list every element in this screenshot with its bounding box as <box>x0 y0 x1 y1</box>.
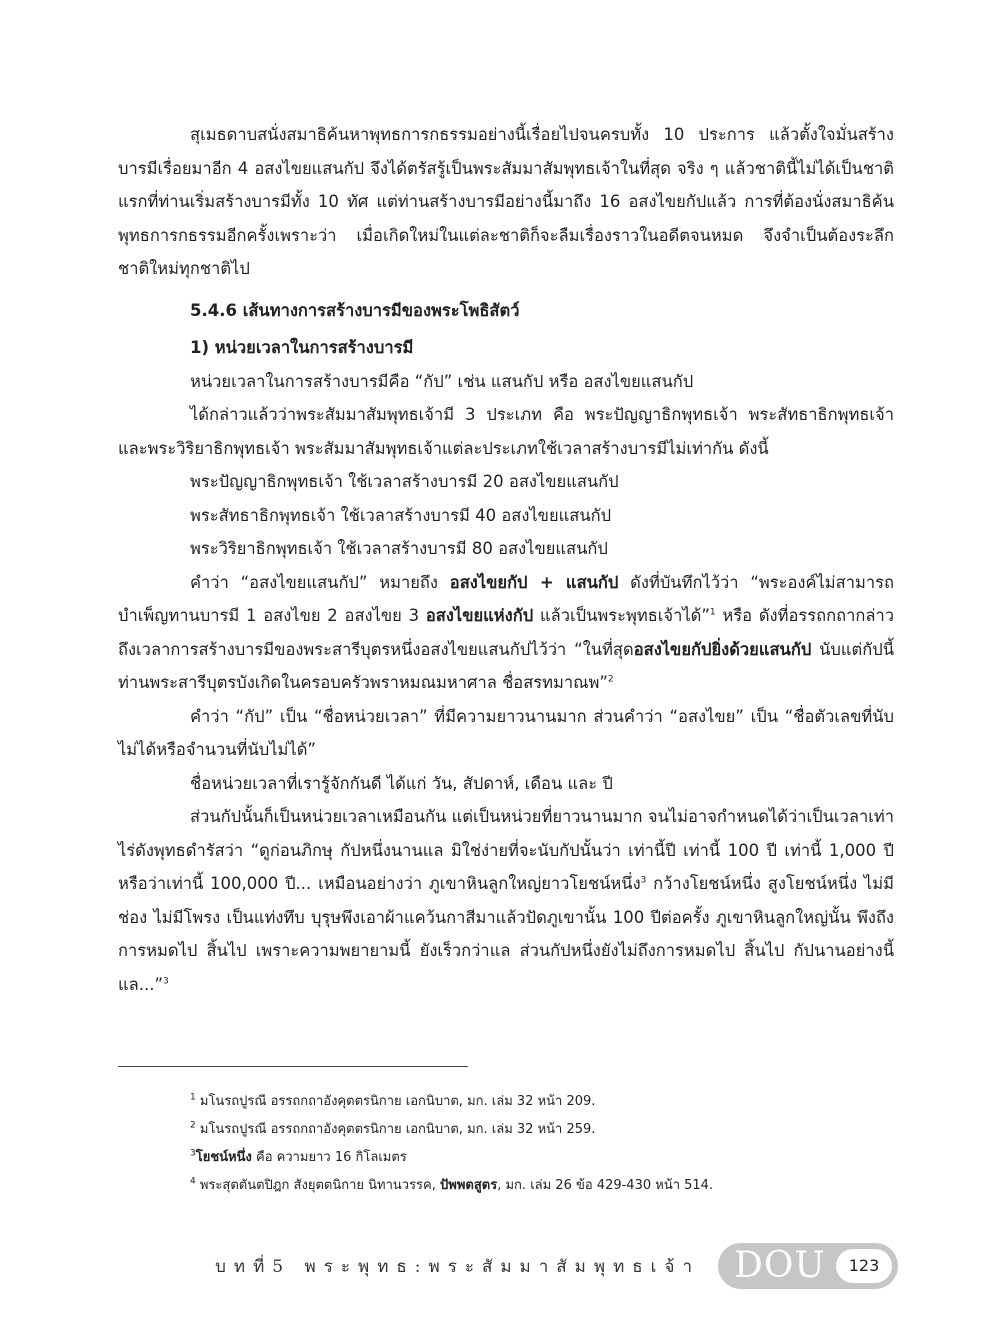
footnote-ref: 3 <box>640 875 647 886</box>
chapter-title: บทที่5 พระพุทธ:พระสัมมาสัมพุทธเจ้า <box>215 1257 700 1277</box>
list-item: พระวิริยาธิกพุทธเจ้า ใช้เวลาสร้างบารมี 80 อสงไขยแสนกัป <box>190 539 608 558</box>
footnote <box>190 1144 890 1172</box>
footnote-text: พระสุตตันตปิฎก สังยุตตนิกาย นิทานวรรค, <box>199 1178 441 1193</box>
footnote-ref: 2 <box>607 674 614 685</box>
paragraph <box>118 800 894 1001</box>
page-footer <box>0 1243 1000 1293</box>
paragraph: หน่วยเวลาในการสร้างบารมีคือ “กัป” เช่น แสนกัป หรือ อสงไขยแสนกัป <box>190 371 694 391</box>
page-body <box>118 118 894 1001</box>
paragraph: ได้กล่าวแล้วว่าพระสัมมาสัมพุทธเจ้ามี 3 ประเภท คือ พระปัญญาธิกพุทธเจ้า พระสัทธาธิกพุทธเจ้า และพระวิริยาธิกพุทธเจ้า พระสัมมาสัมพุทธเจ้าแต่ละประเภทใช้เวลาสร้างบารมีไม่เท่ากัน ดังนี้ <box>118 405 894 458</box>
footnote-text: คือ ความยาว 16 กิโลเมตร <box>251 1150 407 1165</box>
footnotes <box>190 1088 890 1200</box>
list-item: พระสัทธาธิกพุทธเจ้า ใช้เวลาสร้างบารมี 40 อสงไขยแสนกัป <box>190 505 612 525</box>
dou-logo: DOU <box>734 1245 826 1286</box>
footnote <box>190 1172 890 1200</box>
list-item: พระปัญญาธิกพุทธเจ้า ใช้เวลาสร้างบารมี 20 อสงไขยแสนกัป <box>190 472 619 491</box>
bold-text: อสงไขยกัป + แสนกัป <box>449 572 619 592</box>
paragraph: คำว่า “กัป” เป็น “ชื่อหน่วยเวลา” ที่มีความยาวนานมาก ส่วนคำว่า “อสงไขย” เป็น “ชื่อตัวเลขที่นับไม่ได้หรือจำนวนที่นับไม่ได้” <box>118 706 894 759</box>
text: หรือ ดังที่อรรถกถากล่าวถึงเวลาการสร้างบารมีของพระสารีบุตรหนึ่งอสงไขยแสนกัปไว้ว่า “ในที่สุด <box>118 606 894 659</box>
paragraph <box>118 566 894 700</box>
text: แล้วเป็นพระพุทธเจ้าได้” <box>533 606 710 625</box>
bold-text: อสงไขยกัปยิ่งด้วยแสนกัป <box>633 639 812 659</box>
footnote-text: , มก. เล่ม 26 ข้อ 429-430 หน้า 514. <box>497 1178 714 1193</box>
footnote-bold: โยชน์หนึ่ง <box>195 1150 252 1165</box>
text: นับแต่กัปนี้ ท่านพระสารีบุตรบังเกิดในครอบครัวพราหมณมหาศาล ชื่อสรทมาณพ” <box>118 639 894 692</box>
footnote-divider <box>118 1066 468 1067</box>
subsection-heading: 1) หน่วยเวลาในการสร้างบารมี <box>190 338 414 357</box>
footnote-ref: 3 <box>163 976 169 986</box>
text: กว้างโยชน์หนึ่ง สูงโยชน์หนึ่ง ไม่มีช่อง ไม่มีโพรง เป็นแท่งทึบ บุรุษพึงเอาผ้าแคว้นกาสีมาแล้วปัดภูเขานั้น 100 ปีต่อครั้ง ภูเขาหินลูกใหญ่นั้น พึงถึงการหมดไป สิ้นไป เพราะความพยายามนี้ ยังเร็วกว่าแล ส่วนกัปหนึ่งยังไม่ถึงการหมดไป สิ้นไป กัปนานอย่างนี้แล...” <box>118 874 894 994</box>
text: ส่วนกัปนั้นก็เป็นหน่วยเวลาเหมือนกัน แต่เป็นหน่วยที่ยาวนานมาก จนไม่อาจกำหนดได้ว่าเป็นเวลาเท่าไร่ดังพุทธดำรัสว่า “ดูก่อนภิกษุ กัปหนึ่งนานแล มิใช่ง่ายที่จะนับกัปนั้นว่า เท่านี้ปี เท่านี้ 100 ปี เท่านี้ 1,000 ปี หรือว่าเท่านี้ 100,000 ปี... เหมือนอย่างว่า ภูเขาหินลูกใหญ่ยาวโยชน์หนึ่ง <box>118 807 894 893</box>
footnote <box>190 1116 890 1144</box>
footnote-number: 3 <box>190 1148 196 1159</box>
footnote-text: มโนรถปูรณี อรรถกถาอังคุตตรนิกาย เอกนิบาต, มก. เล่ม 32 หน้า 209. <box>199 1094 596 1109</box>
footnote-bold: ปัพพตสูตร <box>440 1178 498 1193</box>
section-heading: 5.4.6 เส้นทางการสร้างบารมีของพระโพธิสัตว์ <box>190 300 520 320</box>
footnote-text: มโนรถปูรณี อรรถกถาอังคุตตรนิกาย เอกนิบาต, มก. เล่ม 32 หน้า 259. <box>199 1122 596 1137</box>
text: ดังที่บันทึกไว้ว่า “พระองค์ไม่สามารถบำเพ็ญทานบารมี 1 อสงไขย 2 อสงไขย 3 <box>118 572 894 625</box>
paragraph: สุเมธดาบสนั่งสมาธิค้นหาพุทธการกธรรมอย่างนี้เรื่อยไปจนครบทั้ง 10 ประการ แล้วตั้งใจมั่นสร้างบารมีเรื่อยมาอีก 4 อสงไขยแสนกัป จึงได้ตรัสรู้เป็นพระสัมมาสัมพุทธเจ้าในที่สุด จริง ๆ แล้วชาตินี้ไม่ได้เป็นชาติแรกที่ท่านเริ่มสร้างบารมีทั้ง 10 ทัศ แต่ท่านสร้างบารมีอย่างนี้มาถึง 16 อสงไขยกัปแล้ว การที่ต้องนั่งสมาธิค้นพุทธการกธรรมอีกครั้งเพราะว่า เมื่อเกิดใหม่ในแต่ละชาติก็จะลืมเรื่องราวในอดีตจนหมด จึงจำเป็นต้องระลึกชาติใหม่ทุกชาติไป <box>118 125 894 278</box>
dou-badge <box>718 1243 898 1289</box>
text: คำว่า “อสงไขยแสนกัป” หมายถึง <box>190 572 450 592</box>
paragraph: ชื่อหน่วยเวลาที่เรารู้จักกันดี ได้แก่ วัน, สัปดาห์, เดือน และ ปี <box>190 773 613 793</box>
footnote-number: 1 <box>190 1092 196 1103</box>
footnote-ref: 1 <box>709 607 716 618</box>
page-number: 123 <box>836 1249 892 1283</box>
footnote <box>190 1088 890 1116</box>
footnote-number: 2 <box>190 1120 196 1131</box>
footnote-number: 4 <box>190 1176 196 1187</box>
bold-text: อสงไขยแห่งกัป <box>425 606 534 625</box>
